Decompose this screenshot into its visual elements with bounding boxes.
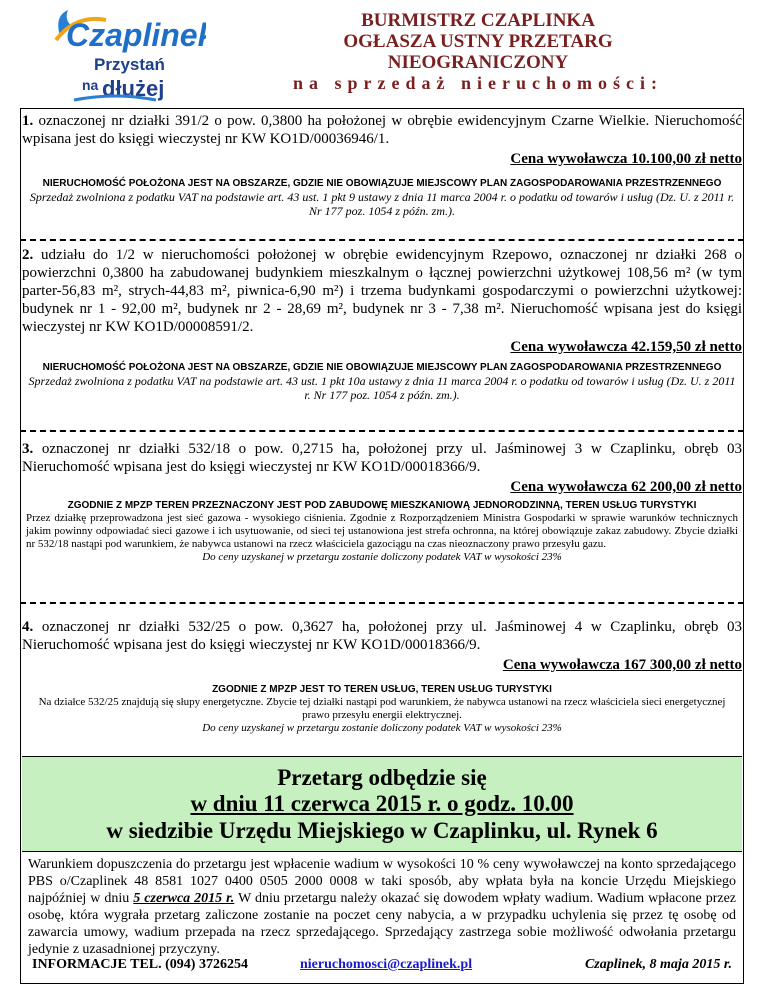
auction-date: w dniu 11 czerwca 2015 r. o godz. 10.00	[190, 791, 574, 816]
title-line-4: na sprzedaż nieruchomości:	[293, 73, 663, 93]
zoning-heading: NIERUCHOMOŚĆ POŁOŻONA JEST NA OBSZARZE, GDZIE NIE OBOWIĄZUJE MIEJSCOWY PLAN ZAGOSPODAROWANIA PRZESTRZENNEGO	[42, 362, 722, 373]
deposit-text: Warunkiem dopuszczenia do przetargu jest wpłacenie wadium w wysokości 10 % ceny wywoławczej na konto sprzedającego PBS o/Czaplinek 48 8581 1027 0400 0505 2000 0008 w taki sposób, aby wpłata była na koncie Urzędu Miejskiego najpóźniej w dniu	[28, 857, 736, 906]
vat-note: Sprzedaż zwolniona z podatku VAT na podstawie art. 43 ust. 1 pkt 10a ustawy z dnia 11 marca 2004 r. o podatku od towarów i usług (Dz. U. z 2011 r. Nr 177 poz. 1054 z późn. zm.).	[28, 374, 736, 402]
deposit-text-2: W dniu przetargu należy okazać się dowodem wpłaty wadium. Wadium wpłacone przez osobę, która wygrała przetarg zaliczone zostanie na poczet ceny nabycia, a w przypadku uchylenia się przez tę osobę od zawarcia umowy, wadium przepada na rzecz sprzedającego. Sprzedający zastrzega sobie możliwość odwołania przetargu jedynie z uzasadnionej przyczyny.	[28, 891, 737, 957]
svg-text:dłużej: dłużej	[102, 76, 165, 101]
header	[0, 0, 768, 108]
email-link[interactable]: nieruchomosci@czaplinek.pl	[300, 957, 473, 972]
title-line-3: NIEOGRANICZONY	[387, 52, 569, 73]
contact-line	[32, 957, 732, 973]
separator	[20, 602, 744, 604]
item-description: oznaczonej nr działki 532/25 o pow. 0,3627 ha, położonej przy ul. Jaśminowej 4 w Czaplinku, obręb 03 Nieruchomość wpisana jest do księgi wieczystej nr KW KO1D/00018366/9.	[22, 619, 743, 653]
item-description: oznaczonej nr działki 391/2 o pow. 0,3800 ha położonej w obrębie ewidencyjnym Czarne Wielkie. Nieruchomość wpisana jest do księgi wieczystej nr KW KO1D/00036946/1.	[22, 113, 742, 147]
auction-info-box	[22, 756, 742, 852]
czaplinek-logo	[46, 6, 206, 106]
separator	[20, 239, 744, 241]
vat-note: Do ceny uzyskanej w przetargu zostanie doliczony podatek VAT w wysokości 23%	[202, 722, 562, 734]
announcement-title	[268, 10, 688, 94]
starting-price: Cena wywoławcza 42.159,50 zł netto	[510, 339, 742, 355]
easement-note: Przez działkę przeprowadzona jest sieć gazowa - wysokiego ciśnienia. Zgodnie z Rozporządzeniem Ministra Gospodarki w sprawie warunków technicznych jakim powinny odpowiadać sieci gazowe i ich usytuowanie, od sieci tej ustanowiona jest strefa ochronna, na której obowiązuje zakaz zabudowy. Zbycie działki nr 532/18 nastąpi pod warunkiem, że nabywca ustanowi na rzecz właściciela gazociągu na czas nieoznaczony prawo przesyłu gazu.	[26, 512, 738, 550]
auction-line-1: Przetarg odbędzie się	[277, 765, 487, 790]
svg-text:Przystań: Przystań	[94, 55, 165, 74]
item-number: 3.	[22, 441, 34, 457]
zoning-heading: NIERUCHOMOŚĆ POŁOŻONA JEST NA OBSZARZE, GDZIE NIE OBOWIĄZUJE MIEJSCOWY PLAN ZAGOSPODAROWANIA PRZESTRZENNEGO	[42, 178, 722, 189]
vat-note: Sprzedaż zwolniona z podatku VAT na podstawie art. 43 ust. 1 pkt 9 ustawy z dnia 11 marca 2004 r. o podatku od towarów i usług (Dz. U. z 2011 r. Nr 177 poz. 1054 z późn. zm.).	[29, 190, 735, 218]
phone-info: INFORMACJE TEL. (094) 3726254	[32, 957, 248, 972]
property-1-note	[26, 178, 738, 218]
deposit-deadline: 5 czerwca 2015 r.	[133, 891, 235, 906]
starting-price: Cena wywoławcza 62 200,00 zł netto	[510, 479, 742, 495]
zoning-heading: ZGODNIE Z MPZP TEREN PRZEZNACZONY JEST POD ZABUDOWĘ MIESZKANIOWĄ JEDNORODZINNĄ, TEREN USŁUG TURYSTYKI	[67, 500, 697, 511]
heron-logo-icon	[46, 6, 206, 106]
item-description: udziału do 1/2 w nieruchomości położonej w obrębie ewidencyjnym Rzepowo, oznaczonej nr działki 268 o powierzchni 0,3800 ha zabudowanej budynkiem mieszkalnym o łącznej powierzchni użytkowej 108,56 m² (w tym parter-56,83 m², strych-44,83 m², piwnica-6,90 m²) i trzema budynkami gospodarczymi o powierzchni użytkowej: budynek nr 1 - 92,00 m², budynek nr 2 - 28,69 m², budynek nr 3 - 7,38 m². Nieruchomość wpisana jest do księgi wieczystej nr KW KO1D/00008591/2.	[22, 247, 743, 335]
vat-note: Do ceny uzyskanej w przetargu zostanie doliczony podatek VAT w wysokości 23%	[202, 551, 562, 563]
svg-text:Czaplinek: Czaplinek	[66, 17, 206, 53]
item-number: 2.	[22, 247, 34, 263]
item-description: oznaczonej nr działki 532/18 o pow. 0,2715 ha, położonej przy ul. Jaśminowej 3 w Czaplinku, obręb 03 Nieruchomość wpisana jest do księgi wieczystej nr KW KO1D/00018366/9.	[22, 441, 743, 475]
property-4-note	[26, 684, 738, 735]
item-number: 4.	[22, 619, 34, 635]
property-1	[22, 112, 742, 168]
item-number: 1.	[22, 113, 34, 129]
starting-price: Cena wywoławcza 167 300,00 zł netto	[502, 657, 742, 673]
title-line-2: OGŁASZA USTNY PRZETARG	[343, 31, 613, 52]
property-3	[22, 440, 742, 496]
auction-venue: w siedzibie Urzędu Miejskiego w Czaplinku, ul. Rynek 6	[106, 818, 658, 843]
property-2	[22, 246, 742, 356]
property-4	[22, 618, 742, 674]
starting-price: Cena wywoławcza 10.100,00 zł netto	[510, 151, 742, 167]
issue-date: Czaplinek, 8 maja 2015 r.	[584, 957, 732, 972]
easement-note: Na działce 532/25 znajdują się słupy energetyczne. Zbycie tej działki nastąpi pod warunkiem, że nabywca ustanowi na rzecz właściciela sieci energetycznej prawo przesyłu energii elektrycznej.	[38, 696, 726, 721]
zoning-heading: ZGODNIE Z MPZP JEST TO TEREN USŁUG, TEREN USŁUG TURYSTYKI	[212, 684, 552, 695]
property-3-note	[26, 500, 738, 564]
property-2-note	[26, 362, 738, 402]
svg-text:na: na	[82, 77, 99, 93]
deposit-terms	[28, 856, 736, 958]
separator	[20, 430, 744, 432]
title-line-1: BURMISTRZ CZAPLINKA	[361, 10, 595, 31]
